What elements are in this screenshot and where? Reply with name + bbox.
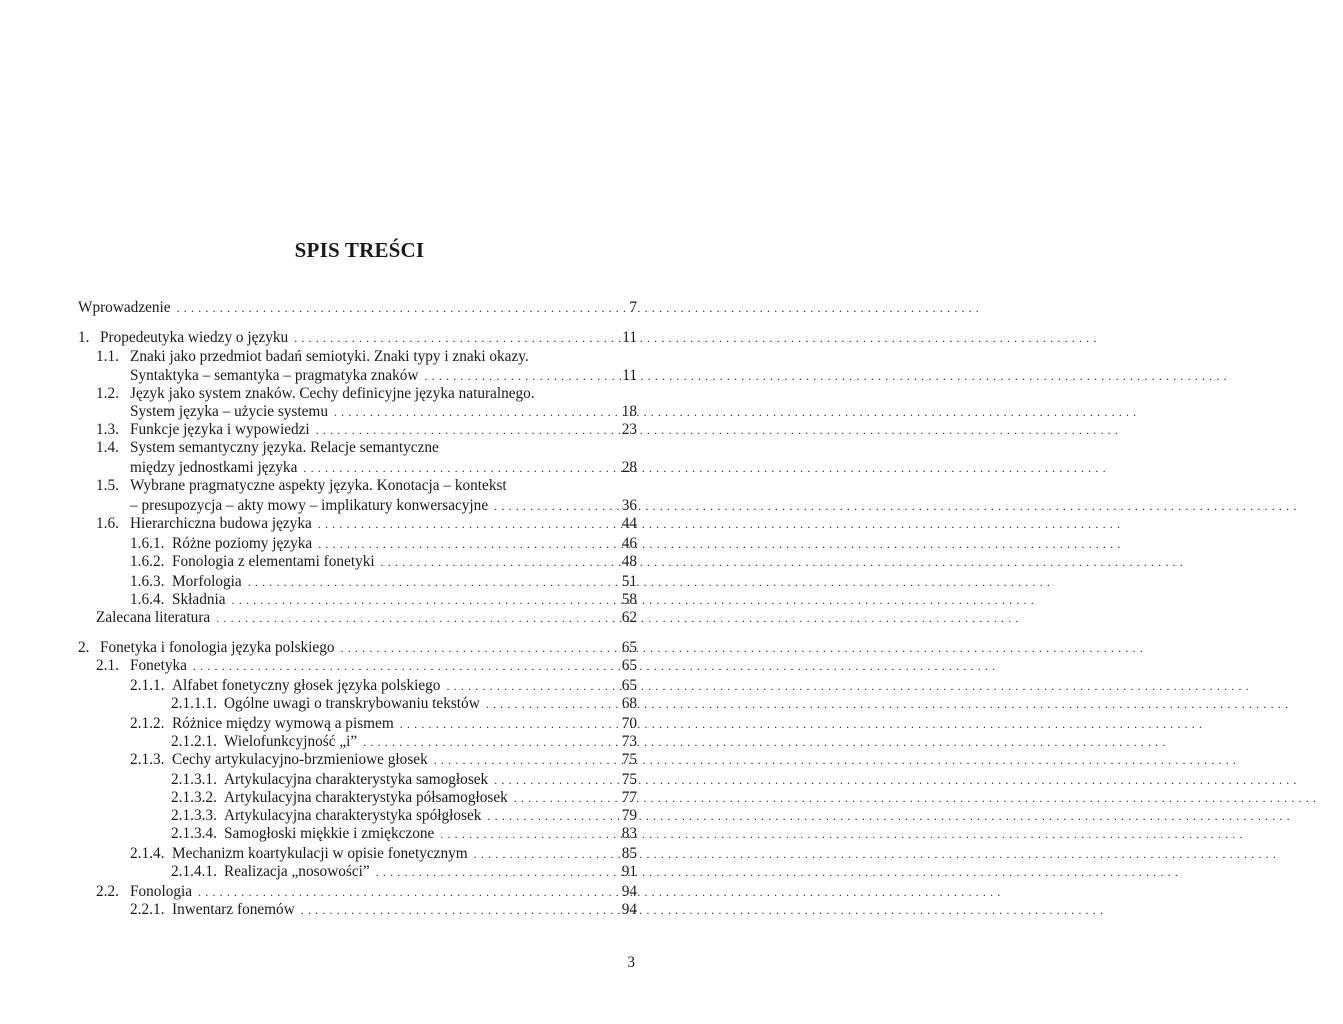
toc-entry-title: Fonetyka i fonologia języka polskiego <box>100 639 335 656</box>
toc-entry-number: 1.2. <box>96 385 119 402</box>
toc-entry <box>78 496 637 516</box>
toc-leader-dots <box>301 900 607 920</box>
toc-entry-number: 1.3. <box>96 421 119 438</box>
toc-leader-dots <box>318 514 607 534</box>
toc-entry-number: 1.1. <box>96 348 119 365</box>
toc-entry <box>78 656 637 676</box>
toc-entry <box>78 366 637 386</box>
page-title: SPIS TREŚCI <box>294 238 425 262</box>
toc-entry <box>78 347 637 367</box>
toc-entry <box>78 402 637 422</box>
toc-entry-title: Wybrane pragmatyczne aspekty języka. Konotacja – kontekst <box>130 477 507 494</box>
toc-entry <box>78 900 637 920</box>
toc-leader-dots <box>381 552 607 572</box>
toc-entry-title: Fonologia z elementami fonetyki <box>172 553 375 570</box>
toc-leader-dots <box>486 694 607 714</box>
toc-entry <box>78 844 637 864</box>
toc-entry-page: 75 <box>621 771 637 788</box>
toc-entry <box>78 572 637 592</box>
toc-entry-number: 2.1. <box>96 657 119 674</box>
toc-leader-dots <box>487 806 607 826</box>
toc-leader-dots <box>232 590 607 610</box>
toc-entry-number: 2. <box>78 639 90 656</box>
toc-entry <box>78 638 637 658</box>
toc-entry-number: 2.2.1. <box>130 901 165 918</box>
toc-entry-page: 94 <box>621 883 637 900</box>
toc-entry-number: 2.1.4.1. <box>171 863 217 880</box>
toc-entry-number: 1.5. <box>96 477 119 494</box>
toc-leader-dots <box>341 638 607 658</box>
toc-entry-number: 2.1.2. <box>130 715 165 732</box>
toc-leader-dots <box>514 788 607 808</box>
toc-entry-title: Hierarchiczna budowa języka <box>130 515 312 532</box>
toc-entry-title: Znaki jako przedmiot badań semiotyki. Znaki typy i znaki okazy. <box>130 348 529 365</box>
toc-entry <box>78 608 637 628</box>
toc-entry-number: 1.6.1. <box>130 535 165 552</box>
toc-leader-dots <box>177 298 607 318</box>
toc-entry-title: Artykulacyjna charakterystyka spółgłosek <box>224 807 482 824</box>
toc-entry-number: 1.6. <box>96 515 119 532</box>
toc-entry-title: Artykulacyjna charakterystyka półsamogłosek <box>224 789 508 806</box>
toc-entry-number: 2.1.3.1. <box>171 771 217 788</box>
toc-entry-page: 44 <box>621 515 637 532</box>
toc-entry-number: 2.1.3. <box>130 751 165 768</box>
toc-entry-title: – presupozycja – akty mowy – implikatury konwersacyjne <box>130 497 489 514</box>
toc-entry-page: 65 <box>621 639 637 656</box>
toc-entry-title: Morfologia <box>172 573 242 590</box>
toc-entry-page: 94 <box>621 901 637 918</box>
toc-entry-page: 58 <box>621 591 637 608</box>
toc-leader-dots <box>198 882 607 902</box>
toc-entry <box>78 590 637 610</box>
toc-leader-dots <box>216 608 607 628</box>
toc-entry-page: 62 <box>621 609 637 626</box>
toc-entry-title: System semantyczny języka. Relacje semantyczne <box>130 439 439 456</box>
toc-entry-number: 1.6.2. <box>130 553 165 570</box>
toc-entry-number: 2.1.3.2. <box>171 789 217 806</box>
toc-entry-number: 2.1.3.3. <box>171 807 217 824</box>
toc-leader-dots <box>424 366 607 386</box>
toc-entry-number: 1.6.3. <box>130 573 165 590</box>
toc-entry-number: 2.1.2.1. <box>171 733 217 750</box>
toc-entry-title: Propedeutyka wiedzy o języku <box>100 329 289 346</box>
toc-entry-page: 51 <box>621 573 637 590</box>
toc-entry <box>78 882 637 902</box>
toc-entry <box>78 514 637 534</box>
toc-entry-title: Fonetyka <box>130 657 187 674</box>
toc-entry-page: 23 <box>621 421 637 438</box>
toc-entry-number: 2.2. <box>96 883 119 900</box>
toc-leader-dots <box>318 534 607 554</box>
toc-entry <box>78 552 637 572</box>
toc-entry-page: 7 <box>629 299 637 316</box>
toc-entry <box>78 770 637 790</box>
toc-entry-page: 65 <box>621 677 637 694</box>
toc-entry-title: między jednostkami języka <box>130 459 298 476</box>
toc-entry-title: Mechanizm koartykulacji w opisie fonetycznym <box>172 845 468 862</box>
toc-entry-title: Różnice między wymową a pismem <box>172 715 394 732</box>
toc-entry-title: Cechy artykulacyjno-brzmieniowe głosek <box>172 751 428 768</box>
toc-entry-page: 83 <box>621 825 637 842</box>
toc-entry-number: 2.1.1.1. <box>171 695 217 712</box>
toc-entry <box>78 732 637 752</box>
toc-entry-page: 77 <box>621 789 637 806</box>
toc-entry-title: Ogólne uwagi o transkrybowaniu tekstów <box>224 695 480 712</box>
toc-leader-dots <box>303 458 607 478</box>
toc-entry-number: 2.1.4. <box>130 845 165 862</box>
toc-entry-page: 73 <box>621 733 637 750</box>
toc-leader-dots <box>193 656 607 676</box>
toc-entry <box>78 420 637 440</box>
toc-entry <box>78 676 637 696</box>
toc-entry-page: 70 <box>621 715 637 732</box>
toc-leader-dots <box>334 402 607 422</box>
toc-leader-dots <box>494 770 607 790</box>
toc-entry <box>78 384 637 404</box>
toc-entry-page: 79 <box>621 807 637 824</box>
toc-leader-dots <box>474 844 607 864</box>
toc-entry-title: Syntaktyka – semantyka – pragmatyka znaków <box>130 367 419 384</box>
toc-entry <box>78 862 637 882</box>
toc-entry-title: Alfabet fonetyczny głosek języka polskiego <box>172 677 441 694</box>
toc-entry-page: 28 <box>621 459 637 476</box>
toc-leader-dots <box>294 328 607 348</box>
toc-entry-page: 68 <box>621 695 637 712</box>
toc-entry <box>78 298 637 318</box>
toc-entry <box>78 788 637 808</box>
toc-entry <box>78 824 637 844</box>
toc-entry-title: Artykulacyjna charakterystyka samogłosek <box>224 771 489 788</box>
toc-leader-dots <box>400 714 607 734</box>
toc-leader-dots <box>316 420 607 440</box>
toc-entry-page: 65 <box>621 657 637 674</box>
toc-leader-dots <box>248 572 607 592</box>
toc-entry-title: System języka – użycie systemu <box>130 403 328 420</box>
toc-entry <box>78 458 637 478</box>
toc-entry <box>78 694 637 714</box>
toc-entry <box>78 714 637 734</box>
toc-entry <box>78 534 637 554</box>
toc-leader-dots <box>363 732 607 752</box>
toc-entry <box>78 806 637 826</box>
toc-leader-dots <box>494 496 607 516</box>
toc-entry-number: 1. <box>78 329 90 346</box>
toc-leader-dots <box>440 824 607 844</box>
toc-leader-dots <box>434 750 607 770</box>
toc-entry <box>78 476 637 496</box>
toc-entry-title: Składnia <box>172 591 226 608</box>
toc-entry-number: 2.1.1. <box>130 677 165 694</box>
toc-entry <box>78 328 637 348</box>
toc-leader-dots <box>376 862 607 882</box>
toc-entry-page: 85 <box>621 845 637 862</box>
toc-entry-title: Zalecana literatura <box>96 609 211 626</box>
toc-entry-page: 11 <box>622 367 637 384</box>
toc-entry-title: Inwentarz fonemów <box>172 901 295 918</box>
toc-entry-page: 11 <box>622 329 637 346</box>
toc-entry-title: Samogłoski miękkie i zmiękczone <box>224 825 435 842</box>
toc-entry-page: 48 <box>621 553 637 570</box>
toc-entry-page: 18 <box>621 403 637 420</box>
toc-entry-number: 1.6.4. <box>130 591 165 608</box>
page-number: 3 <box>627 954 635 971</box>
toc-entry-title: Różne poziomy języka <box>172 535 313 552</box>
toc-entry-number: 2.1.3.4. <box>171 825 217 842</box>
toc-entry-title: Fonologia <box>130 883 193 900</box>
toc-entry <box>78 438 637 458</box>
toc-entry-page: 75 <box>621 751 637 768</box>
toc-entry-title: Wprowadzenie <box>78 299 171 316</box>
toc-entry-title: Realizacja „nosowości” <box>224 863 370 880</box>
toc-leader-dots <box>446 676 607 696</box>
toc-entry-page: 36 <box>621 497 637 514</box>
toc-entry-title: Funkcje języka i wypowiedzi <box>130 421 310 438</box>
toc-entry-page: 46 <box>621 535 637 552</box>
toc-entry-title: Język jako system znaków. Cechy definicyjne języka naturalnego. <box>130 385 535 402</box>
toc-entry <box>78 750 637 770</box>
toc-entry-page: 91 <box>621 863 637 880</box>
toc-entry-title: Wielofunkcyjność „i” <box>224 733 358 750</box>
toc-entry-number: 1.4. <box>96 439 119 456</box>
